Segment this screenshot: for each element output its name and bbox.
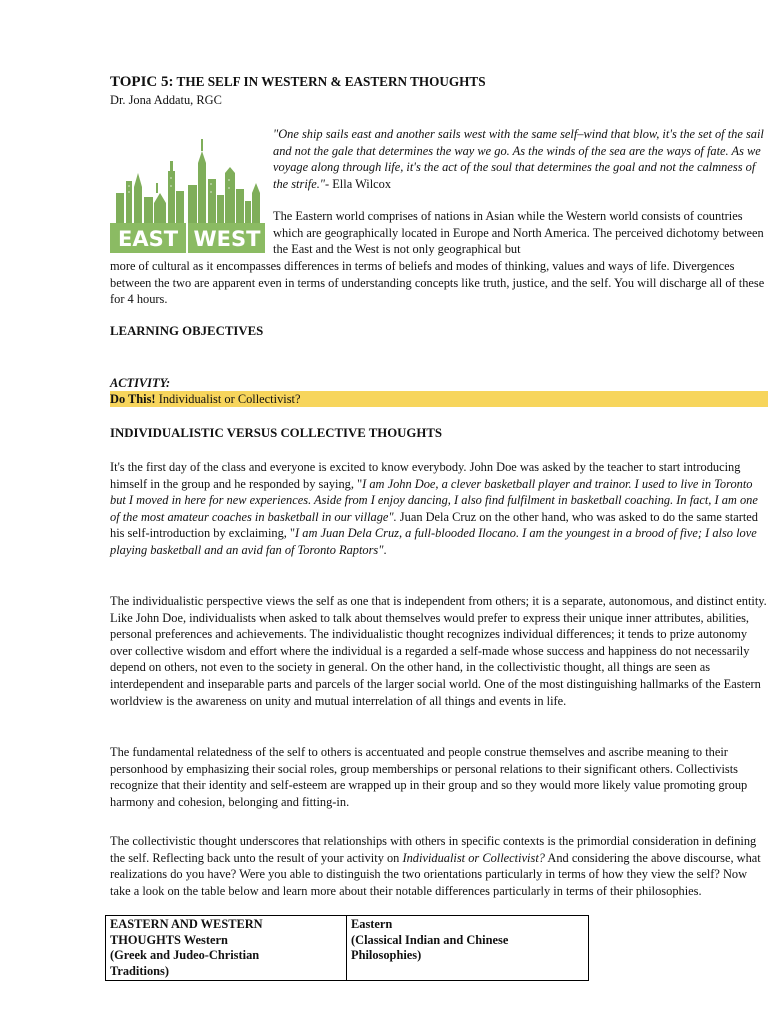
para1-text-e: . xyxy=(383,542,387,557)
table-header-row xyxy=(106,916,589,981)
author-line: Dr. Jona Addatu, RGC xyxy=(110,93,222,107)
header-line: (Classical Indian and Chinese xyxy=(351,932,509,947)
east-west-image xyxy=(110,123,265,253)
activity-prompt: Individualist or Collectivist? xyxy=(158,392,301,406)
header-line: EASTERN AND WESTERN xyxy=(110,917,263,931)
table-header-eastern xyxy=(347,916,589,981)
table-header-western xyxy=(106,916,347,981)
para1-john-quote: I am John Doe, a clever basketball player and trainor. I used to live in Toronto but I moved in here for new experiences. Aside from I enjoy dancing, I also find fulfilment in basketball coaching. In fact, I am one of the most amateur coaches in basketball in our village". xyxy=(110,476,758,524)
west-word: WEST xyxy=(193,227,261,251)
para1-text-a: It's the first day of the class and everyone is excited to know everybody. John Doe was asked by the teacher to start introducing himself in the group and he responded by saying, " xyxy=(110,460,741,491)
activity-label: ACTIVITY: xyxy=(110,376,171,390)
paragraph-individualistic: The individualistic perspective views the self as one that is independent from others; it is a separate, autonomous, and distinct entity. Like John Doe, individualists when asked to talk about themselves would prefer to express their unique inner attributes, abilities, personal preferences and achievements. The individualistic thought recognizes individual differences; it tends to prize autonomy over collective wisdom and effort where the individual is a regarded a self-made whose success and happiness do not necessarily depend on others, not even to the society in general. On the other hand, in the collectivistic thought, all things are seen as interdependent and inseparable parts and parcels of the larger social world. One of the most distinguishing hallmarks of the Eastern worldview is the awareness on unity and mutual interrelation of all things and events in life. xyxy=(110,594,767,708)
document-title xyxy=(110,74,486,91)
topic-title: THE SELF IN WESTERN & EASTERN THOUGHTS xyxy=(176,74,486,89)
paragraph-reflection xyxy=(110,833,768,899)
learning-objectives-heading: LEARNING OBJECTIVES xyxy=(110,324,264,338)
intro-paragraph-part2: more of cultural as it encompasses differences in terms of beliefs and modes of thinking, values and ways of life. Divergences between the two are apparent even in terms of understanding concepts like truth, justice, and the self. You will discharge all of these for 4 hours. xyxy=(110,259,765,307)
para4-activity-ref: Individualist or Collectivist? xyxy=(402,850,545,865)
para4-text-a: The collectivistic thought underscores that relationships with others in specific contexts is the primordial consideration in defining the self. Reflecting back unto the result of your activity on xyxy=(110,834,757,865)
paragraph-introductions xyxy=(110,459,768,559)
quote-attribution: - Ella Wilcox xyxy=(325,176,392,191)
opening-quote xyxy=(273,126,768,192)
paragraph-collectivist: The fundamental relatedness of the self to others is accentuated and people construe themselves and ascribe meaning to their personhood by emphasizing their social roles, group memberships or personal relations to their significant others. Collectivists recognize that their identity and self-esteem are wrapped up in their group and so they would more likely value promoting group harmony and cohesion, belonging and fitting-in. xyxy=(110,745,748,809)
activity-highlight xyxy=(110,391,768,407)
comparison-table xyxy=(105,915,589,981)
city-skyline-illustration xyxy=(110,123,265,253)
topic-label: TOPIC 5: xyxy=(110,74,174,90)
header-line: THOUGHTS Western xyxy=(110,932,228,947)
header-line: Eastern xyxy=(351,917,393,931)
do-this-label: Do This! xyxy=(110,392,156,406)
para4-text-c: And considering the above discourse, what realizations do you have? Were you able to distinguish the two orientations particularly in terms of how they view the self? Now take a look on the table below and learn more about their notable differences particularly in terms of their philosophies. xyxy=(110,850,761,898)
header-line: Traditions) xyxy=(110,963,169,978)
quote-text: "One ship sails east and another sails west with the same self–wind that blow, it's the set of the sail and not the gale that determines the way we go. As the winds of the sea are the ways of fate. As we voyage along through life, it's the act of the soul that determines the goal and not the calmness of the strife." xyxy=(273,127,764,191)
para1-juan-quote: I am Juan Dela Cruz, a full-blooded Ilocano. I am the youngest in a brood of five; I also love playing basketball and an avid fan of Toronto Raptors" xyxy=(110,526,757,557)
header-line: Philosophies) xyxy=(351,948,422,962)
para1-text-c: Juan Dela Cruz on the other hand, who was asked to do the same started his self-introduction by exclaiming, " xyxy=(110,509,758,541)
header-line: (Greek and Judeo-Christian xyxy=(110,948,260,962)
intro-paragraph-part1: The Eastern world comprises of nations in Asian while the Western world consists of countries which are geographically located in Europe and North America. The perceived dichotomy between the East and the West is not only geographical but xyxy=(273,209,764,257)
east-word: EAST xyxy=(117,227,179,251)
section-heading: INDIVIDUALISTIC VERSUS COLLECTIVE THOUGHTS xyxy=(110,426,442,440)
